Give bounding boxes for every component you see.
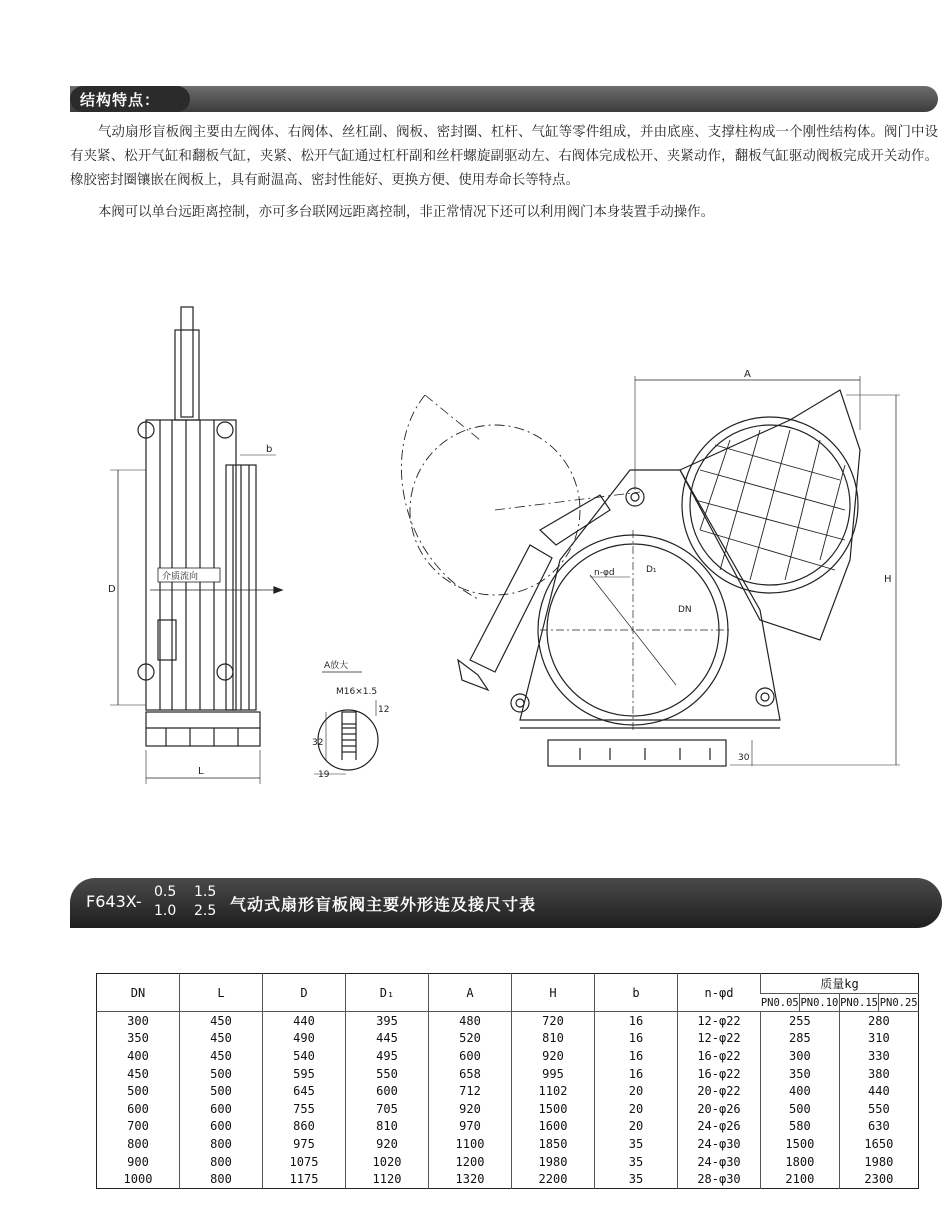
- dim-label-h: H: [884, 574, 892, 585]
- table-row: [97, 1153, 919, 1171]
- table-row: [97, 1118, 919, 1136]
- table-cell: 550: [346, 1065, 429, 1083]
- table-cell: 1175: [263, 1170, 346, 1188]
- table-cell: 35: [595, 1135, 678, 1153]
- table-cell: 995: [512, 1065, 595, 1083]
- table-cell: 1600: [512, 1118, 595, 1136]
- table-cell: 500: [180, 1065, 263, 1083]
- table-cell: 600: [429, 1047, 512, 1065]
- dim-label-12: 12: [378, 705, 390, 715]
- table-cell: 1850: [512, 1135, 595, 1153]
- table-cell: 24-φ30: [678, 1135, 761, 1153]
- table-cell: 350: [127, 1031, 149, 1046]
- section-banner-dimensions: [70, 878, 942, 928]
- table-cell: 1000: [123, 1172, 153, 1187]
- table-cell: 450: [127, 1066, 149, 1081]
- table-cell: 2200: [512, 1170, 595, 1188]
- table-cell: 16-φ22: [678, 1065, 761, 1083]
- pn-value-15: 1.5: [194, 884, 217, 900]
- description-paragraph-1: 气动扇形盲板阀主要由左阀体、右阀体、丝杠副、阀板、密封圈、杠杆、气缸等零件组成，并由底座、支撑柱构成一个刚性结构体。阀门中设有夹紧、松开气缸和翻板气缸，夹紧、松开气缸通过杠杆副和丝杆螺旋副驱动左、右阀体完成松开、夹紧动作，翻板气缸驱动阀板完成开关动作。橡胶密封圈镶嵌在阀板上，具有耐温高、密封性能好、更换方便、使用寿命长等特点。: [70, 125, 938, 188]
- table-cell: 12-φ22: [678, 1012, 761, 1030]
- table-cell: 600: [180, 1100, 263, 1118]
- col-subheader-pn010: PN0.10: [800, 994, 840, 1012]
- dim-label-dn: DN: [678, 605, 692, 615]
- table-cell: 350: [761, 1065, 840, 1083]
- table-cell: 16: [595, 1065, 678, 1083]
- model-prefix: F643X-: [86, 892, 142, 911]
- table-row: [97, 1100, 919, 1118]
- col-header-a: A: [429, 974, 512, 1012]
- col-header-l: L: [180, 974, 263, 1012]
- table-cell: 20-φ22: [678, 1082, 761, 1100]
- table-cell: 380: [839, 1065, 918, 1083]
- table-cell: 800: [180, 1170, 263, 1188]
- table-cell: 445: [346, 1030, 429, 1048]
- table-cell: 550: [839, 1100, 918, 1118]
- table-cell: 400: [127, 1048, 149, 1063]
- table-cell: 920: [512, 1047, 595, 1065]
- table-cell: 330: [839, 1047, 918, 1065]
- table-cell: 400: [761, 1082, 840, 1100]
- table-cell: 24-φ30: [678, 1153, 761, 1171]
- pn-value-05: 0.5: [154, 884, 177, 900]
- table-cell: 800: [180, 1153, 263, 1171]
- table-cell: 16: [595, 1012, 678, 1030]
- table-cell: 480: [429, 1012, 512, 1030]
- table-cell: 1500: [512, 1100, 595, 1118]
- col-subheader-pn025: PN0.25: [879, 994, 919, 1012]
- table-cell: 1020: [346, 1153, 429, 1171]
- table-cell: 600: [127, 1101, 149, 1116]
- table-cell: 1200: [429, 1153, 512, 1171]
- table-cell: 500: [127, 1084, 149, 1099]
- table-cell: 2100: [761, 1170, 840, 1188]
- table-cell: 450: [180, 1047, 263, 1065]
- table-cell: 440: [263, 1012, 346, 1030]
- table-cell: 810: [346, 1118, 429, 1136]
- table-cell: 16: [595, 1047, 678, 1065]
- table-cell: 450: [180, 1030, 263, 1048]
- table-row: [97, 1170, 919, 1188]
- table-cell: 300: [97, 1012, 180, 1030]
- table-cell: 28-φ30: [678, 1170, 761, 1188]
- col-header-nd: n-φd: [678, 974, 761, 1012]
- pn-value-10: 1.0: [154, 903, 177, 919]
- table-row: [97, 1047, 919, 1065]
- table-cell: 1100: [429, 1135, 512, 1153]
- table-cell: 450: [180, 1012, 263, 1030]
- table-cell: 12-φ22: [678, 1030, 761, 1048]
- flow-direction-label: 介质流向: [162, 572, 199, 582]
- table-row: [97, 1082, 919, 1100]
- table-cell: 595: [263, 1065, 346, 1083]
- table-cell: 1800: [761, 1153, 840, 1171]
- table-cell: 712: [429, 1082, 512, 1100]
- dim-label-19: 19: [318, 770, 330, 780]
- table-cell: 630: [839, 1118, 918, 1136]
- table-row: [97, 1065, 919, 1083]
- dim-label-d: D: [108, 584, 116, 595]
- col-header-b: b: [595, 974, 678, 1012]
- col-header-d: D: [263, 974, 346, 1012]
- col-header-mass: 质量kg: [761, 974, 919, 994]
- table-cell: 1500: [761, 1135, 840, 1153]
- table-cell: 540: [263, 1047, 346, 1065]
- table-cell: 920: [346, 1135, 429, 1153]
- table-cell: 20: [595, 1082, 678, 1100]
- thread-spec: M16×1.5: [336, 687, 378, 697]
- col-header-h: H: [512, 974, 595, 1012]
- pn-value-25: 2.5: [194, 903, 217, 919]
- col-subheader-pn015: PN0.15: [839, 994, 879, 1012]
- table-row: [97, 1135, 919, 1153]
- table-cell: 495: [346, 1047, 429, 1065]
- side-view: [110, 307, 282, 784]
- table-cell: 1980: [512, 1153, 595, 1171]
- table-cell: 720: [512, 1012, 595, 1030]
- table-cell: 16-φ22: [678, 1047, 761, 1065]
- table-cell: 16: [595, 1030, 678, 1048]
- table-cell: 20: [595, 1118, 678, 1136]
- table-cell: 1320: [429, 1170, 512, 1188]
- table-cell: 1120: [346, 1170, 429, 1188]
- table-cell: 35: [595, 1153, 678, 1171]
- col-header-dn: DN: [130, 985, 146, 1000]
- table-cell: 600: [346, 1082, 429, 1100]
- dim-label-30: 30: [738, 753, 750, 763]
- table-cell: 1075: [263, 1153, 346, 1171]
- table-cell: 700: [127, 1119, 149, 1134]
- dim-label-l: L: [198, 766, 204, 777]
- table-cell: 395: [346, 1012, 429, 1030]
- table-cell: 310: [839, 1030, 918, 1048]
- table-cell: 285: [761, 1030, 840, 1048]
- dim-label-nd: n-φd: [594, 568, 615, 578]
- col-header-d1: D₁: [346, 974, 429, 1012]
- table-cell: 600: [180, 1118, 263, 1136]
- table-cell: 800: [127, 1136, 149, 1151]
- table-cell: 440: [839, 1082, 918, 1100]
- table-cell: 35: [595, 1170, 678, 1188]
- table-cell: 20-φ26: [678, 1100, 761, 1118]
- table-cell: 1102: [512, 1082, 595, 1100]
- table-cell: 280: [839, 1012, 918, 1030]
- table-cell: 975: [263, 1135, 346, 1153]
- col-subheader-pn005: PN0.05: [761, 994, 800, 1012]
- table-cell: 920: [429, 1100, 512, 1118]
- dim-label-a: A: [744, 369, 751, 380]
- dim-label-d1: D₁: [646, 565, 657, 575]
- table-cell: 800: [180, 1135, 263, 1153]
- table-cell: 860: [263, 1118, 346, 1136]
- dimension-table-body: [97, 1012, 919, 1189]
- table-cell: 900: [127, 1154, 149, 1169]
- table-cell: 658: [429, 1065, 512, 1083]
- table-cell: 20: [595, 1100, 678, 1118]
- table-cell: 500: [180, 1082, 263, 1100]
- table-cell: 645: [263, 1082, 346, 1100]
- dim-label-b: b: [266, 444, 273, 455]
- dim-label-32: 32: [312, 738, 324, 748]
- description-paragraph-2: 本阀可以单台远距离控制，亦可多台联网远距离控制，非正常情况下还可以利用阀门本身装置手动操作。: [98, 205, 714, 220]
- section-title-dimensions: 气动式扇形盲板阀主要外形连及接尺寸表: [230, 895, 537, 914]
- detail-a-title: A放大: [324, 661, 349, 671]
- table-cell: 24-φ26: [678, 1118, 761, 1136]
- table-cell: 255: [761, 1012, 840, 1030]
- dimension-table: [96, 973, 919, 1189]
- table-cell: 520: [429, 1030, 512, 1048]
- table-row: [97, 1030, 919, 1048]
- table-cell: 2300: [839, 1170, 918, 1188]
- table-cell: 300: [761, 1047, 840, 1065]
- table-cell: 1650: [839, 1135, 918, 1153]
- table-cell: 810: [512, 1030, 595, 1048]
- section-title-structure: 结构特点：: [80, 91, 161, 109]
- table-cell: 1980: [839, 1153, 918, 1171]
- table-cell: 490: [263, 1030, 346, 1048]
- table-cell: 500: [761, 1100, 840, 1118]
- table-cell: 705: [346, 1100, 429, 1118]
- table-cell: 755: [263, 1100, 346, 1118]
- table-cell: 970: [429, 1118, 512, 1136]
- table-row: [97, 1012, 919, 1030]
- table-cell: 580: [761, 1118, 840, 1136]
